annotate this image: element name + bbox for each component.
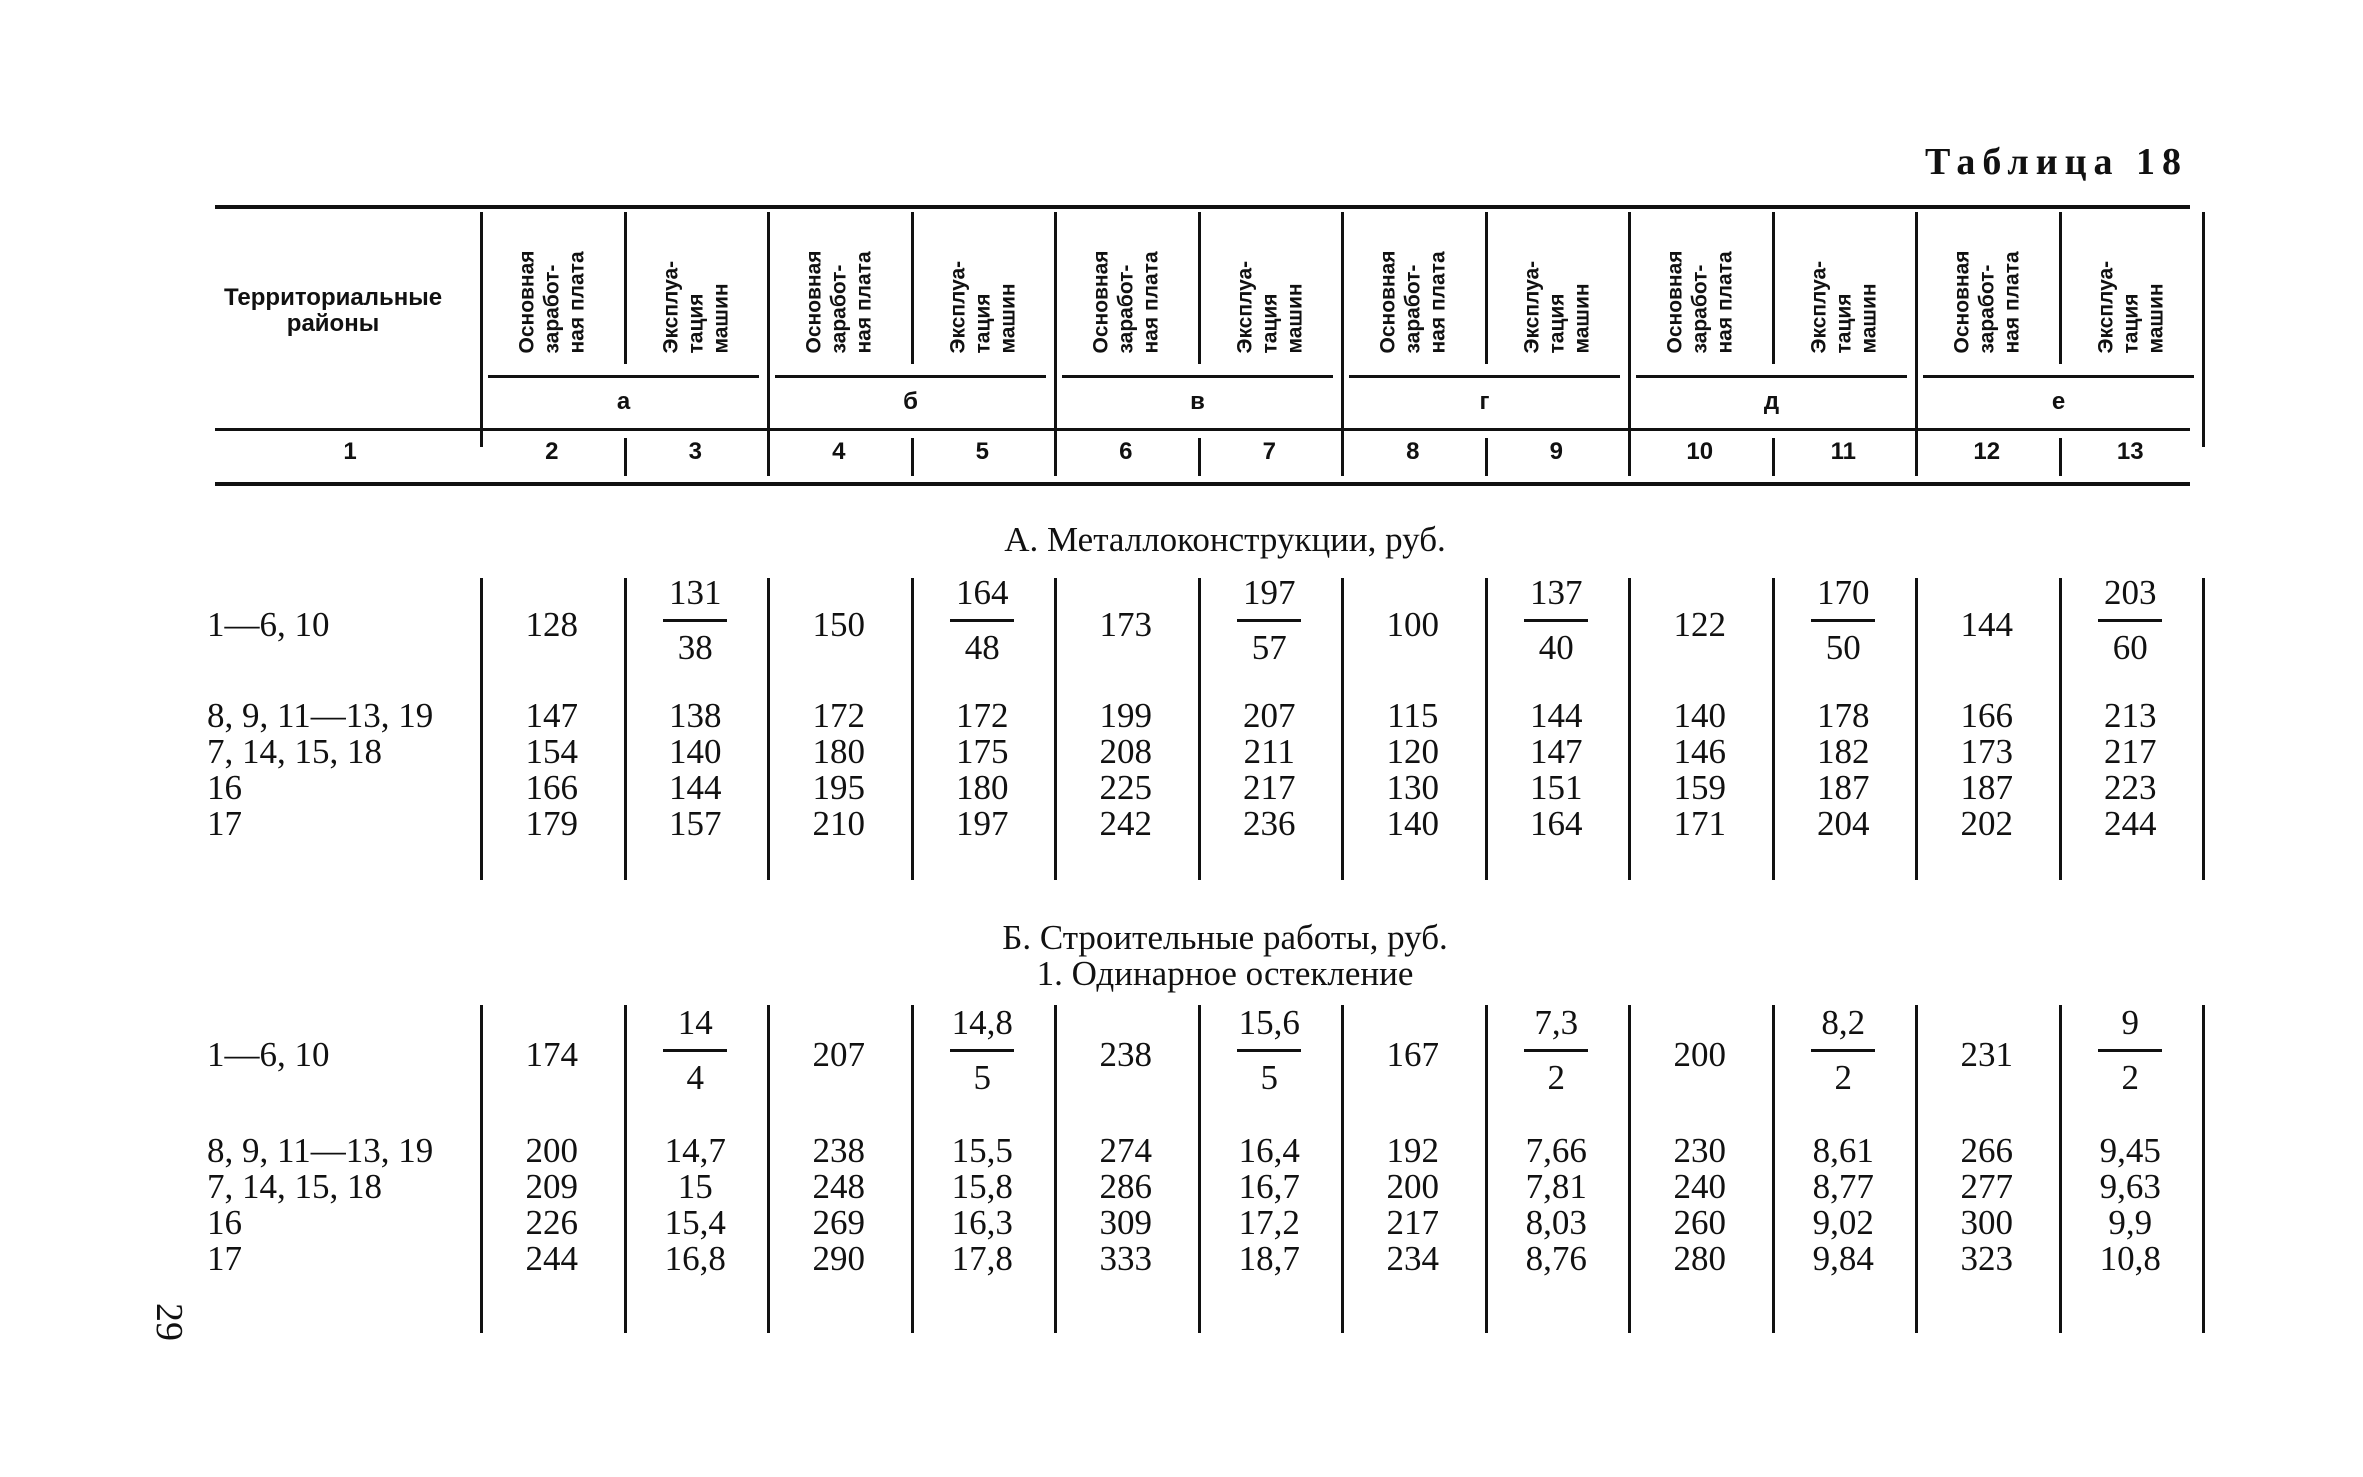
table-cell: 9,45 xyxy=(2099,1131,2161,1170)
table-cell: 144 xyxy=(1960,605,2013,644)
table-cell: 244 xyxy=(525,1239,578,1278)
table-cell: 207 xyxy=(1243,696,1296,735)
fraction-denominator: 4 xyxy=(686,1058,704,1097)
table-cell: 154 xyxy=(525,732,578,771)
fraction-numerator: 9 xyxy=(2121,1003,2139,1042)
table-cell: 128 xyxy=(525,605,578,644)
table-cell: 122 xyxy=(1673,605,1726,644)
number-divider xyxy=(1054,438,1057,476)
row-label: 7, 14, 15, 18 xyxy=(207,732,382,771)
fraction-numerator: 14 xyxy=(677,1003,713,1042)
fraction-cell xyxy=(1486,573,1626,668)
table-cell: 200 xyxy=(1673,1035,1726,1074)
table-cell: 175 xyxy=(956,732,1009,771)
group-divider xyxy=(1628,212,1631,447)
column-number: 4 xyxy=(832,438,846,465)
table-cell: 15 xyxy=(677,1167,713,1206)
table-cell: 213 xyxy=(2104,696,2157,735)
number-divider xyxy=(767,438,770,476)
table-cell: 280 xyxy=(1673,1239,1726,1278)
table-cell: 179 xyxy=(525,804,578,843)
header-mid-rule xyxy=(215,428,2190,431)
column-divider xyxy=(911,212,914,364)
group-letter: а xyxy=(616,388,631,415)
table-cell: 14,7 xyxy=(664,1131,726,1170)
column-number: 2 xyxy=(545,438,559,465)
row-label: 8, 9, 11—13, 19 xyxy=(207,1131,434,1170)
column-number: 12 xyxy=(1973,438,2001,465)
column-header-text: Эксплуа- тация машин xyxy=(1807,260,1880,353)
fraction-bar xyxy=(2098,619,2162,622)
table-cell: 167 xyxy=(1386,1035,1439,1074)
table-cell: 211 xyxy=(1243,732,1295,771)
number-divider xyxy=(624,438,627,476)
row-label: 17 xyxy=(207,1239,242,1278)
wage-column-header xyxy=(1921,212,2053,362)
fraction-bar xyxy=(663,1049,727,1052)
fraction-numerator: 203 xyxy=(2104,573,2157,612)
group-letter: д xyxy=(1763,388,1780,415)
fraction-cell xyxy=(1199,1003,1339,1098)
column-header-text: Основная заработ- ная плата xyxy=(1089,249,1163,353)
section-title: А. Металлоконструкции, руб. xyxy=(1004,520,1446,559)
header-bottom-rule xyxy=(215,482,2190,486)
table-cell: 204 xyxy=(1817,804,1870,843)
row-label: 16 xyxy=(207,768,242,807)
table-cell: 234 xyxy=(1386,1239,1439,1278)
table-cell: 171 xyxy=(1673,804,1726,843)
fraction-cell xyxy=(2060,573,2200,668)
group-letter: е xyxy=(2051,388,2066,415)
table-cell: 166 xyxy=(1960,696,2013,735)
table-cell: 309 xyxy=(1099,1203,1152,1242)
table-cell: 187 xyxy=(1960,768,2013,807)
table-cell: 164 xyxy=(1530,804,1583,843)
table-cell: 286 xyxy=(1099,1167,1152,1206)
fraction-cell xyxy=(912,1003,1052,1098)
column-number: 9 xyxy=(1549,438,1563,465)
fraction-bar xyxy=(950,619,1014,622)
fraction-cell xyxy=(625,1003,765,1098)
table-cell: 192 xyxy=(1386,1131,1439,1170)
row-label: 8, 9, 11—13, 19 xyxy=(207,696,434,735)
column-divider xyxy=(1485,212,1488,364)
table-cell: 274 xyxy=(1099,1131,1152,1170)
machine-column-header xyxy=(1491,212,1623,362)
group-divider xyxy=(1341,212,1344,447)
table-cell: 140 xyxy=(1386,804,1439,843)
fraction-bar xyxy=(1237,1049,1301,1052)
column-number: 7 xyxy=(1262,438,1276,465)
table-cell: 173 xyxy=(1099,605,1152,644)
table-cell: 130 xyxy=(1386,768,1439,807)
fraction-denominator: 50 xyxy=(1825,628,1861,667)
fraction-denominator: 57 xyxy=(1251,628,1287,667)
table-cell: 144 xyxy=(1530,696,1583,735)
table-cell: 8,77 xyxy=(1812,1167,1874,1206)
column-number: 11 xyxy=(1830,438,1856,465)
fraction-numerator: 8,2 xyxy=(1821,1003,1866,1042)
table-cell: 248 xyxy=(812,1167,865,1206)
fraction-bar xyxy=(1524,1049,1588,1052)
wage-column-header xyxy=(773,212,905,362)
table-cell: 9,9 xyxy=(2108,1203,2153,1242)
machine-column-header xyxy=(917,212,1049,362)
number-divider xyxy=(1341,438,1344,476)
column-header-text: Эксплуа- тация машин xyxy=(1233,260,1306,353)
column-number: 3 xyxy=(688,438,702,465)
column-header-text: Эксплуа- тация машин xyxy=(659,260,732,353)
group-divider xyxy=(767,212,770,447)
table-cell: 140 xyxy=(669,732,722,771)
number-divider xyxy=(1628,438,1631,476)
group-divider xyxy=(2202,212,2205,447)
table-cell: 147 xyxy=(525,696,578,735)
machine-column-header xyxy=(2065,212,2197,362)
group-letter: г xyxy=(1479,388,1490,415)
group-rule xyxy=(1636,375,1907,378)
fraction-numerator: 164 xyxy=(956,573,1009,612)
table-cell: 236 xyxy=(1243,804,1296,843)
fraction-denominator: 38 xyxy=(677,628,713,667)
table-cell: 260 xyxy=(1673,1203,1726,1242)
table-cell: 115 xyxy=(1387,696,1439,735)
fraction-cell xyxy=(1199,573,1339,668)
table-cell: 223 xyxy=(2104,768,2157,807)
group-divider xyxy=(480,212,483,447)
header-top-rule xyxy=(215,205,2190,209)
table-cell: 269 xyxy=(812,1203,865,1242)
fraction-denominator: 5 xyxy=(1260,1058,1278,1097)
table-cell: 16,7 xyxy=(1238,1167,1300,1206)
group-rule xyxy=(488,375,759,378)
table-cell: 17,8 xyxy=(951,1239,1013,1278)
table-cell: 180 xyxy=(812,732,865,771)
table-cell: 146 xyxy=(1673,732,1726,771)
row-label: 16 xyxy=(207,1203,242,1242)
fraction-numerator: 14,8 xyxy=(951,1003,1013,1042)
fraction-bar xyxy=(1811,1049,1875,1052)
table-cell: 15,4 xyxy=(664,1203,726,1242)
fraction-numerator: 7,3 xyxy=(1534,1003,1579,1042)
table-cell: 200 xyxy=(525,1131,578,1170)
table-cell: 9,63 xyxy=(2099,1167,2161,1206)
column-number: 6 xyxy=(1119,438,1133,465)
table-cell: 200 xyxy=(1386,1167,1439,1206)
page-number: 29 xyxy=(148,1303,190,1341)
table-cell: 231 xyxy=(1960,1035,2013,1074)
table-cell: 195 xyxy=(812,768,865,807)
table-cell: 17,2 xyxy=(1238,1203,1300,1242)
table-cell: 9,84 xyxy=(1812,1239,1874,1278)
table-cell: 244 xyxy=(2104,804,2157,843)
body-column-rule xyxy=(2202,1005,2205,1333)
group-letter: в xyxy=(1190,388,1205,415)
table-title: Таблица 18 xyxy=(1924,141,2188,183)
column-number: 13 xyxy=(2116,438,2144,465)
fraction-cell xyxy=(625,573,765,668)
fraction-denominator: 5 xyxy=(973,1058,991,1097)
fraction-numerator: 131 xyxy=(669,573,722,612)
table-cell: 178 xyxy=(1817,696,1870,735)
table-cell: 333 xyxy=(1099,1239,1152,1278)
table-cell: 172 xyxy=(812,696,865,735)
table-cell: 8,76 xyxy=(1525,1239,1587,1278)
group-rule xyxy=(775,375,1046,378)
column-header-text: Основная заработ- ная плата xyxy=(515,249,589,353)
table-cell: 150 xyxy=(812,605,865,644)
wage-column-header xyxy=(1347,212,1479,362)
table-cell: 217 xyxy=(1243,768,1296,807)
column-number: 1 xyxy=(343,438,357,465)
table-cell: 225 xyxy=(1099,768,1152,807)
table-cell: 277 xyxy=(1960,1167,2013,1206)
wage-column-header xyxy=(1634,212,1766,362)
fraction-cell xyxy=(2060,1003,2200,1098)
table-cell: 8,61 xyxy=(1812,1131,1874,1170)
table-cell: 7,66 xyxy=(1525,1131,1587,1170)
table-cell: 138 xyxy=(669,696,722,735)
fraction-denominator: 2 xyxy=(1834,1058,1852,1097)
fraction-bar xyxy=(1811,619,1875,622)
table-cell: 323 xyxy=(1960,1239,2013,1278)
table-cell: 15,5 xyxy=(951,1131,1013,1170)
column-divider xyxy=(1772,212,1775,364)
table-cell: 9,02 xyxy=(1812,1203,1874,1242)
table-cell: 209 xyxy=(525,1167,578,1206)
table-cell: 217 xyxy=(2104,732,2157,771)
number-divider xyxy=(1198,438,1201,476)
stub-header: Территориальные районы xyxy=(223,284,443,337)
table-cell: 197 xyxy=(956,804,1009,843)
column-divider xyxy=(1198,212,1201,364)
number-divider xyxy=(911,438,914,476)
column-header-text: Эксплуа- тация машин xyxy=(946,260,1019,353)
row-label: 17 xyxy=(207,804,242,843)
column-divider xyxy=(2059,212,2062,364)
table-cell: 140 xyxy=(1673,696,1726,735)
table-cell: 16,3 xyxy=(951,1203,1013,1242)
fraction-cell xyxy=(1773,1003,1913,1098)
column-header-text: Эксплуа- тация машин xyxy=(2094,260,2167,353)
table-cell: 10,8 xyxy=(2099,1239,2161,1278)
section-title: 1. Одинарное остекление xyxy=(1036,954,1414,993)
row-label: 1—6, 10 xyxy=(207,605,330,644)
table-cell: 7,81 xyxy=(1525,1167,1587,1206)
number-divider xyxy=(1772,438,1775,476)
fraction-bar xyxy=(950,1049,1014,1052)
column-header-text: Эксплуа- тация машин xyxy=(1520,260,1593,353)
table-cell: 202 xyxy=(1960,804,2013,843)
table-cell: 18,7 xyxy=(1238,1239,1300,1278)
column-number: 8 xyxy=(1406,438,1420,465)
table-cell: 180 xyxy=(956,768,1009,807)
table-cell: 166 xyxy=(525,768,578,807)
number-divider xyxy=(1915,438,1918,476)
table-cell: 199 xyxy=(1099,696,1152,735)
machine-column-header xyxy=(1778,212,1910,362)
wage-column-header xyxy=(486,212,618,362)
fraction-cell xyxy=(1486,1003,1626,1098)
table-cell: 144 xyxy=(669,768,722,807)
row-label: 7, 14, 15, 18 xyxy=(207,1167,382,1206)
table-cell: 182 xyxy=(1817,732,1870,771)
wage-column-header xyxy=(1060,212,1192,362)
fraction-bar xyxy=(2098,1049,2162,1052)
machine-column-header xyxy=(1204,212,1336,362)
table-cell: 100 xyxy=(1386,605,1439,644)
column-divider xyxy=(624,212,627,364)
body-column-rule xyxy=(2202,578,2205,880)
section-title: Б. Строительные работы, руб. xyxy=(1002,918,1448,957)
table-cell: 208 xyxy=(1099,732,1152,771)
fraction-numerator: 197 xyxy=(1243,573,1296,612)
fraction-bar xyxy=(1237,619,1301,622)
fraction-cell xyxy=(1773,573,1913,668)
table-cell: 16,4 xyxy=(1238,1131,1300,1170)
table-cell: 207 xyxy=(812,1035,865,1074)
table-cell: 159 xyxy=(1673,768,1726,807)
machine-column-header xyxy=(630,212,762,362)
number-divider xyxy=(1485,438,1488,476)
fraction-denominator: 60 xyxy=(2112,628,2148,667)
column-header-text: Основная заработ- ная плата xyxy=(1663,249,1737,353)
table-cell: 151 xyxy=(1530,768,1583,807)
table-cell: 16,8 xyxy=(664,1239,726,1278)
column-number: 5 xyxy=(975,438,989,465)
fraction-denominator: 48 xyxy=(964,628,1000,667)
table-cell: 120 xyxy=(1386,732,1439,771)
fraction-bar xyxy=(663,619,727,622)
fraction-numerator: 170 xyxy=(1817,573,1870,612)
row-label: 1—6, 10 xyxy=(207,1035,330,1074)
table-cell: 240 xyxy=(1673,1167,1726,1206)
table-cell: 226 xyxy=(525,1203,578,1242)
fraction-cell xyxy=(912,573,1052,668)
column-header-text: Основная заработ- ная плата xyxy=(1376,249,1450,353)
fraction-denominator: 2 xyxy=(1547,1058,1565,1097)
table-cell: 217 xyxy=(1386,1203,1439,1242)
fraction-bar xyxy=(1524,619,1588,622)
table-cell: 300 xyxy=(1960,1203,2013,1242)
fraction-denominator: 2 xyxy=(2121,1058,2139,1097)
table-cell: 238 xyxy=(812,1131,865,1170)
table-cell: 238 xyxy=(1099,1035,1152,1074)
table-cell: 147 xyxy=(1530,732,1583,771)
column-header-text: Основная заработ- ная плата xyxy=(1950,249,2024,353)
fraction-denominator: 40 xyxy=(1538,628,1574,667)
table-cell: 187 xyxy=(1817,768,1870,807)
column-header-text: Основная заработ- ная плата xyxy=(802,249,876,353)
table-cell: 230 xyxy=(1673,1131,1726,1170)
group-rule xyxy=(1062,375,1333,378)
column-number: 10 xyxy=(1686,438,1714,465)
group-divider xyxy=(1054,212,1057,447)
number-divider xyxy=(2059,438,2062,476)
table-cell: 266 xyxy=(1960,1131,2013,1170)
fraction-numerator: 15,6 xyxy=(1238,1003,1300,1042)
group-letter: б xyxy=(903,388,918,415)
table-cell: 8,03 xyxy=(1525,1203,1587,1242)
table-cell: 157 xyxy=(669,804,722,843)
group-divider xyxy=(1915,212,1918,447)
group-rule xyxy=(1923,375,2194,378)
fraction-numerator: 137 xyxy=(1530,573,1583,612)
table-cell: 174 xyxy=(525,1035,578,1074)
group-rule xyxy=(1349,375,1620,378)
table-cell: 210 xyxy=(812,804,865,843)
table-cell: 242 xyxy=(1099,804,1152,843)
table-cell: 290 xyxy=(812,1239,865,1278)
table-cell: 15,8 xyxy=(951,1167,1013,1206)
table-cell: 173 xyxy=(1960,732,2013,771)
table-cell: 172 xyxy=(956,696,1009,735)
